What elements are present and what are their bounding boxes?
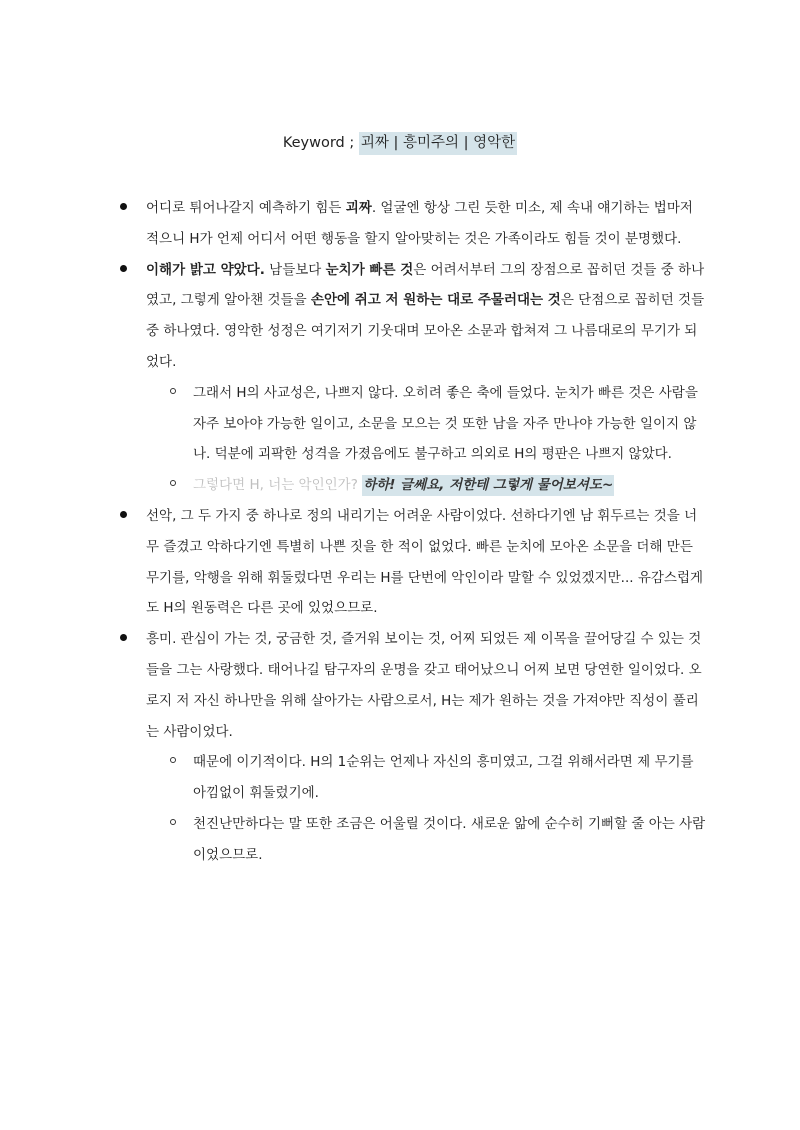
text-run: 천진난만하다는 말 또한 조금은 어울릴 것이다. 새로운 앎에 순수히 기뻐할 줄 아는 사람이었으므로. (193, 815, 706, 863)
bullet-circle-icon (170, 757, 176, 763)
list-item (0, 193, 706, 255)
text-run: 그래서 H의 사교성은, 나쁘지 않다. 오히려 좋은 축에 들었다. 눈치가 빠른 것은 사람을 자주 보아야 가능한 일이고, 소문을 모으는 것 또한 남을 자주 만나야 가능한 일이지 않나. 덕분에 괴팍한 성격을 가졌음에도 불구하고 의외로 H의 평판은 나쁘지 않았다. (193, 384, 698, 463)
text-run: 남들보다 (264, 261, 326, 278)
list-item (0, 255, 706, 378)
bold-text: 괴짜 (345, 200, 372, 216)
item-text (193, 378, 707, 470)
bold-text: 이해가 밝고 약았다. (146, 261, 265, 278)
item-text (193, 470, 707, 501)
bullet-circle-icon (170, 480, 176, 486)
item-text (193, 747, 707, 809)
list-item (0, 624, 706, 747)
sub-list-item (0, 747, 707, 809)
keyword-terms: 괴짜 | 흥미주의 | 영악한 (359, 132, 517, 155)
bullet-dot-icon (120, 265, 127, 272)
bullet-dot-icon (120, 511, 127, 518)
keyword-line (0, 130, 800, 156)
list-item (0, 501, 706, 624)
sub-list-item (0, 470, 707, 501)
faded-question: 그렇다면 H, 너는 악인인가? (193, 477, 358, 494)
bullet-dot-icon (120, 634, 127, 641)
item-text (193, 809, 707, 871)
text-run: 어디로 튀어나갈지 예측하기 힘든 (146, 200, 346, 216)
item-text (146, 193, 706, 255)
bullet-circle-icon (170, 388, 176, 394)
text-run: 은 어려서부터 그의 장점으로 꼽히던 것들 중 하나였고, 그렇게 알아챈 것들을 (146, 261, 705, 309)
item-text (146, 255, 706, 378)
bold-text: 눈치가 빠른 것 (325, 261, 414, 278)
item-text (146, 501, 706, 624)
text-run: 선악, 그 두 가지 중 하나로 정의 내리기는 어려운 사람이었다. 선하다기엔 남 휘두르는 것을 너무 즐겼고 악하다기엔 특별히 나쁜 짓을 한 적이 없었다. 빠른 눈치에 모아온 소문을 더해 만든 무기를, 악행을 위해 휘둘렀다면 우리는 H를 단번에 악인이라 말할 수 있었겠지만... 유감스럽게도 H의 원동력은 다른 곳에 있었으므로. (146, 507, 704, 617)
text-run: 때문에 이기적이다. H의 1순위는 언제나 자신의 흥미였고, 그걸 위해서라면 제 무기를 아낌없이 휘둘렀기에. (193, 754, 694, 802)
keyword-prefix: Keyword ; (282, 135, 359, 151)
bullet-dot-icon (120, 203, 127, 210)
text-run: . 얼굴엔 항상 그린 듯한 미소, 제 속내 얘기하는 법마저 적으니 H가 언제 어디서 어떤 행동을 할지 알아맞히는 것은 가족이라도 힘들 것이 분명했다. (146, 200, 693, 247)
bullet-list (0, 193, 800, 871)
sub-list-item (0, 809, 707, 871)
bold-text: 손안에 쥐고 저 원하는 대로 주물러대는 것 (310, 292, 561, 309)
highlighted-reply: 하하! 글쎄요, 저한테 그렇게 물어보셔도~ (362, 475, 614, 496)
sub-list-item (0, 378, 707, 470)
item-text (146, 624, 706, 747)
bullet-circle-icon (170, 819, 176, 825)
text-run: 은 단점으로 꼽히던 것들 중 하나였다. 영악한 성정은 여기저기 기웃대며 모아온 소문과 합쳐져 그 나름대로의 무기가 되었다. (146, 292, 705, 370)
text-run: 흥미. 관심이 가는 것, 궁금한 것, 즐거워 보이는 것, 어찌 되었든 제 이목을 끌어당길 수 있는 것들을 그는 사랑했다. 태어나길 탐구자의 운명을 갖고 태어났으니 어찌 보면 당연한 일이었다. 오로지 저 자신 하나만을 위해 살아가는 사람으로서, H는 제가 원하는 것을 가져야만 직성이 풀리는 사람이었다. (146, 631, 702, 740)
